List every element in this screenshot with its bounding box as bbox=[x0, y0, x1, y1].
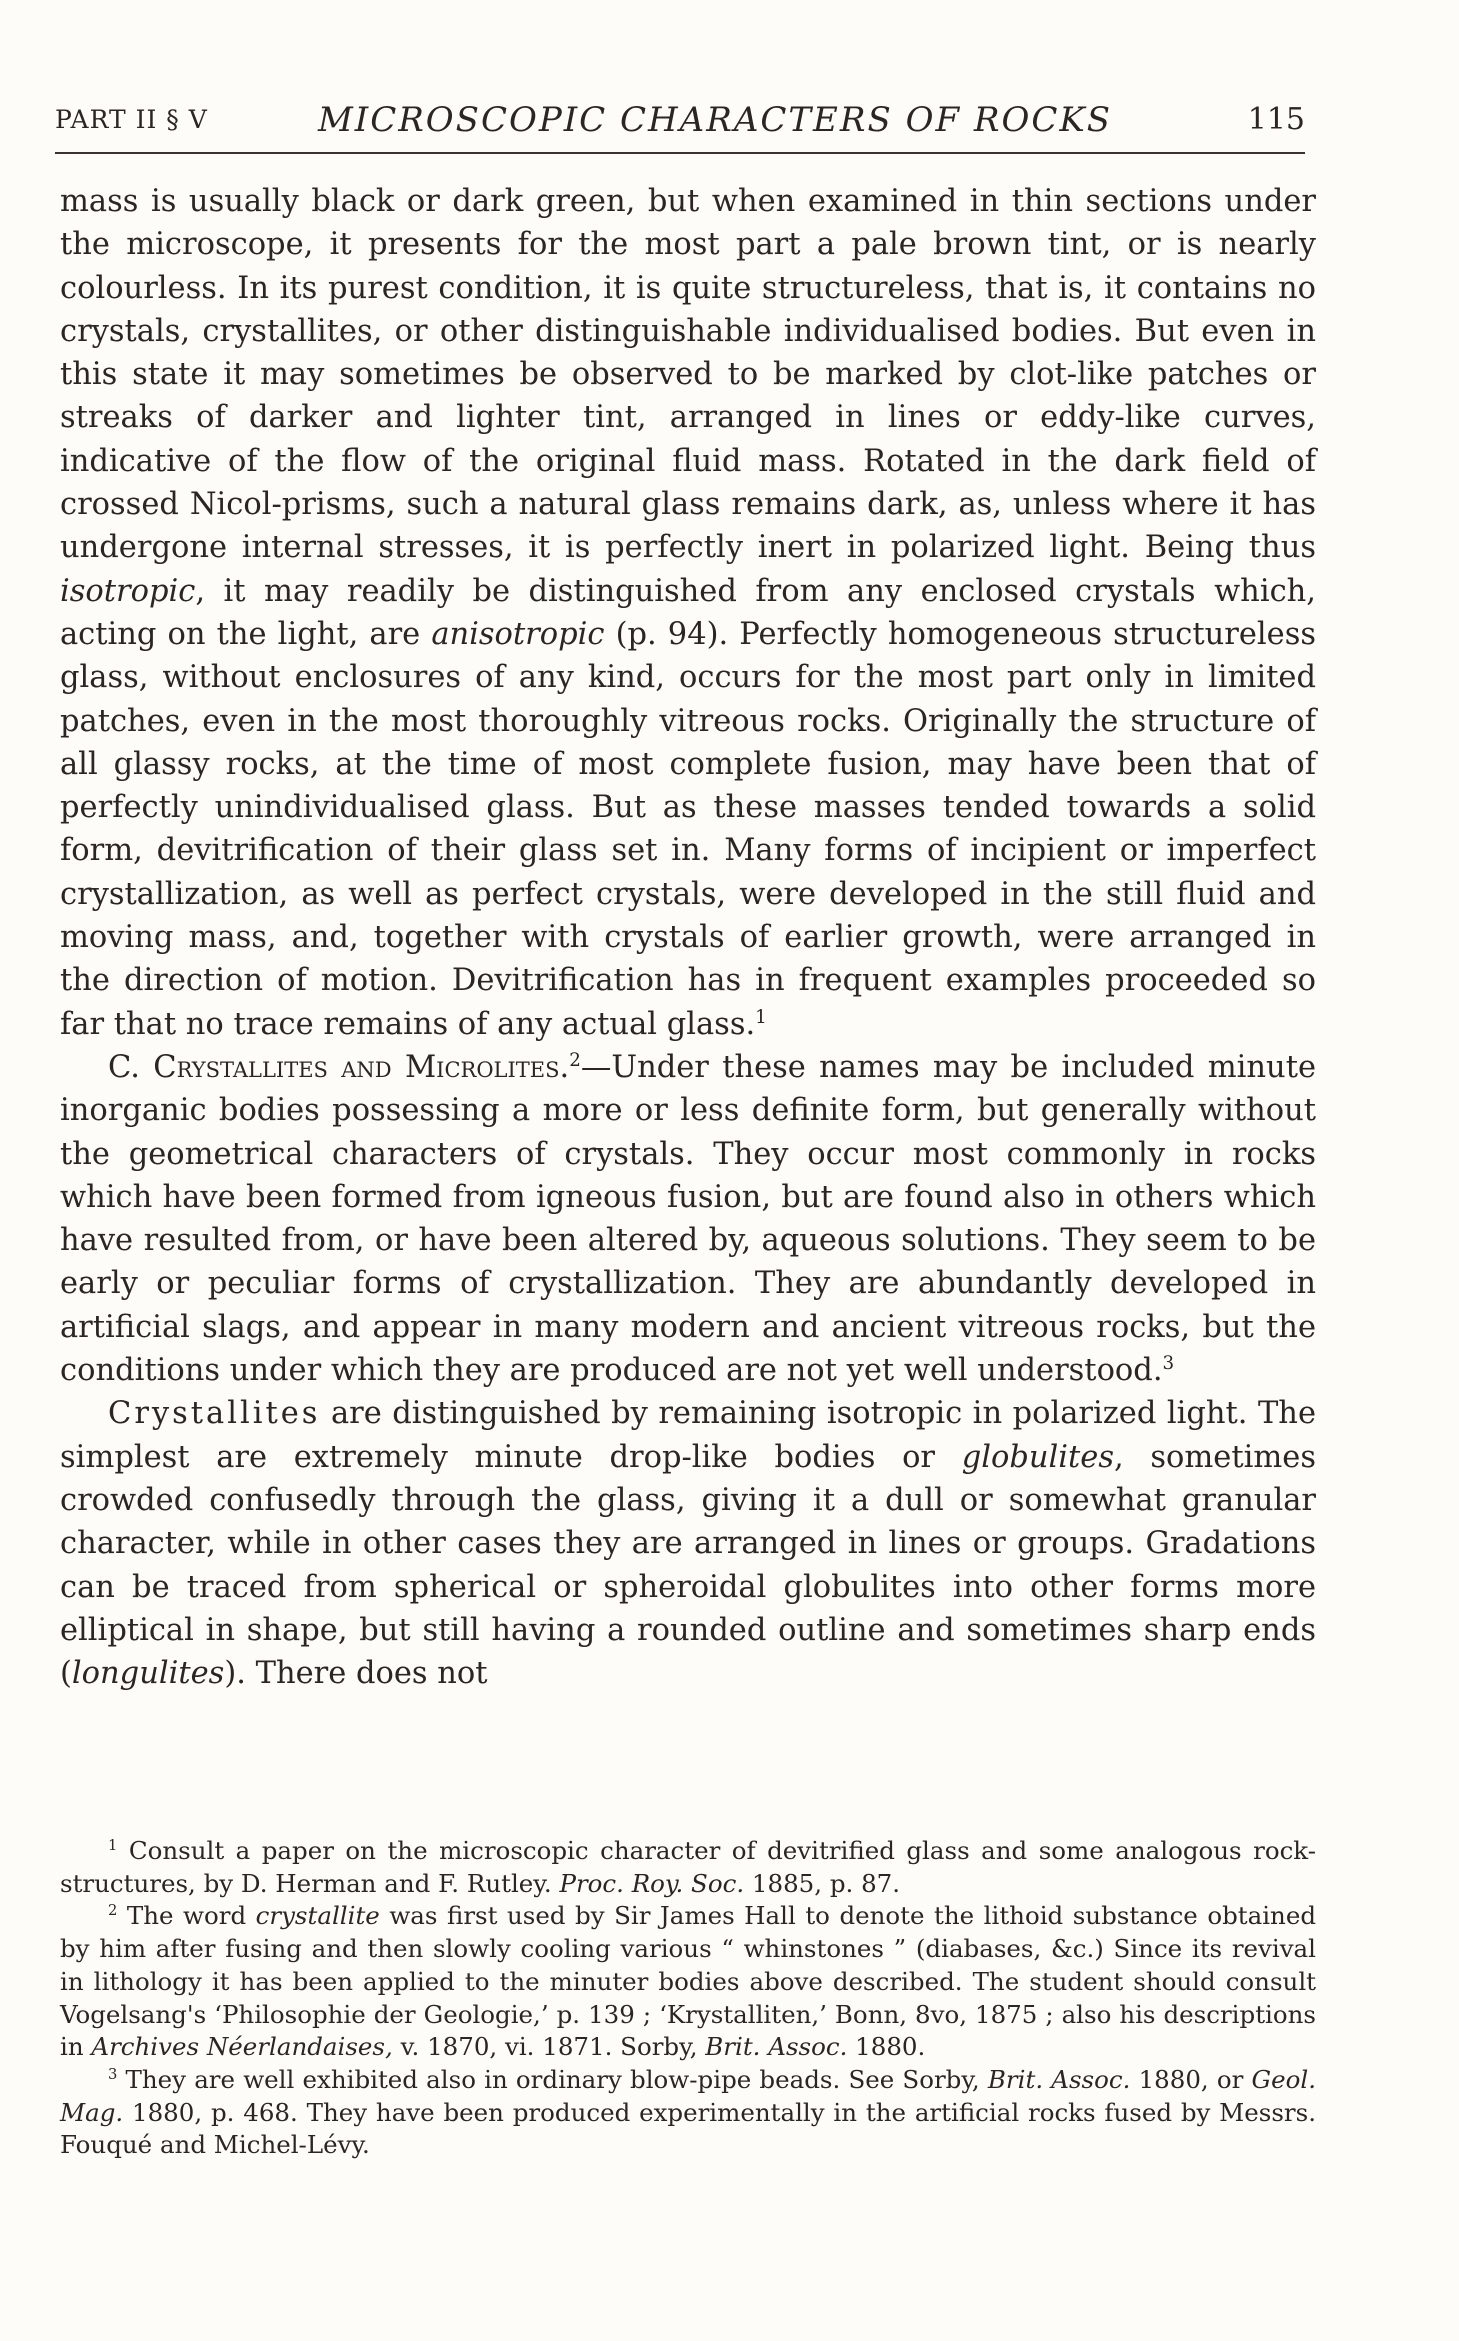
paragraph-glass-structure bbox=[60, 180, 1316, 1046]
footnote-2 bbox=[60, 1900, 1316, 2064]
citation-title: Geol. Mag. bbox=[60, 2064, 1316, 2127]
section-heading-c: C. Crystallites and Microlites. bbox=[108, 1049, 570, 1085]
term-crystallites: Crystallites bbox=[108, 1396, 321, 1432]
term-globulites: globulites bbox=[961, 1439, 1114, 1475]
term-longulites: longulites bbox=[71, 1656, 225, 1692]
text-run: —Under these names may be included minute inorganic bodies possessing a more or less definite form, but generally without the geometrical characters of crystals. They occur most commonly in rocks which have been formed from igneous fusion, but are found also in others which have resulted from, or have been altered by, aqueous solutions. They seem to be early or peculiar forms of crystallization. They are abundantly developed in artificial slags, and appear in many modern and ancient vitreous rocks, but the conditions under which they are produced are not yet well understood. bbox=[60, 1049, 1317, 1389]
text-run: mass is usually black or dark green, but when examined in thin sections under the microscope, it presents for the most part a pale brown tint, or is nearly colourless. In its purest condition, it is quite structureless, that is, it contains no crystals, crystallites, or other distinguishable individualised bodies. But even in this state it may sometimes be observed to be marked by clot-like patches or streaks of darker and lighter tint, arranged in lines or eddy-like curves, indicative of the flow of the original fluid mass. Rotated in the dark field of crossed Nicol-prisms, such a natural glass remains dark, as, unless where it has undergone internal stresses, it is perfectly inert in polarized light. Being thus bbox=[60, 184, 1316, 566]
part-section-label: PART II § V bbox=[55, 105, 208, 134]
footnote-number: 2 bbox=[108, 1902, 118, 1920]
footnote-number: 1 bbox=[108, 1836, 118, 1854]
term-isotropic: isotropic bbox=[60, 573, 196, 609]
text-run: ). There does not bbox=[224, 1656, 488, 1692]
term-anisotropic: anisotropic bbox=[431, 616, 605, 652]
text-run: They are well exhibited also in ordinary blow-pipe beads. See Sorby, bbox=[117, 2064, 988, 2094]
footnote-ref-2: 2 bbox=[569, 1049, 581, 1071]
main-text bbox=[60, 180, 1316, 1695]
text-run: was first used by Sir James Hall to denote the lithoid substance obtained by him after fusing and then slowly cooling various “ whinstones ” (diabases, &c.) Since its revival in lithology it has been applied to the minuter bodies above described. The student should consult Vogelsang's ‘Philosophie der Geologie,’ p. 139 ; ‘Krystalliten,’ Bonn, 8vo, 1875 ; also his descriptions in bbox=[60, 1901, 1316, 2062]
text-run: 1880, p. 468. They have been produced experimentally in the artificial rocks fused by Messrs. Fouqué and Michel-Lévy. bbox=[60, 2097, 1316, 2160]
text-run: , sometimes crowded confusedly through the glass, giving it a dull or somewhat granular character, while in other cases they are arranged in lines or groups. Gradations can be traced from spherical or spheroidal globulites into other forms more elliptical in shape, but still having a rounded outline and sometimes sharp ends ( bbox=[60, 1439, 1316, 1692]
citation-title: Archives Néerlandaises, bbox=[91, 2032, 393, 2062]
text-run: v. 1870, vi. 1871. Sorby, bbox=[392, 2032, 706, 2062]
text-run: (p. 94). Perfectly homogeneous structureless glass, without enclosures of any kind, occurs for the most part only in limited patches, even in the most thoroughly vitreous rocks. Originally the structure of all glassy rocks, at the time of most complete fusion, may have been that of perfectly unindividualised glass. But as these masses tended towards a solid form, devitrification of their glass set in. Many forms of incipient or imperfect crystallization, as well as perfect crystals, were developed in the still fluid and moving mass, and, together with crystals of earlier growth, were arranged in the direction of motion. Devitrification has in frequent examples proceeded so far that no trace remains of any actual glass. bbox=[60, 616, 1316, 1042]
footnotes bbox=[60, 1835, 1316, 2162]
footnote-3 bbox=[60, 2064, 1316, 2162]
text-run: , it may readily be distinguished from any enclosed crystals which, acting on the light, are bbox=[60, 573, 1316, 652]
text-run: The word bbox=[117, 1901, 256, 1931]
footnote-1 bbox=[60, 1835, 1316, 1900]
text-run: are distinguished by remaining isotropic in polarized light. The simplest are extremely minute drop-like bodies or bbox=[60, 1396, 1316, 1475]
term-crystallite: crystallite bbox=[255, 1901, 380, 1931]
footnote-number: 3 bbox=[108, 2065, 118, 2083]
citation-title: Proc. Roy. Soc. bbox=[559, 1868, 745, 1898]
text-run: Consult a paper on the microscopic character of devitrified glass and some analogous rock-structures, by D. Herman and F. Rutley. bbox=[60, 1836, 1316, 1898]
text-run: 1880, or bbox=[1130, 2064, 1252, 2094]
text-run: 1880. bbox=[847, 2032, 926, 2062]
paragraph-crystallites-microlites bbox=[60, 1046, 1316, 1392]
footnote-ref-1: 1 bbox=[755, 1006, 767, 1028]
footnote-ref-3: 3 bbox=[1162, 1352, 1175, 1374]
running-header bbox=[55, 100, 1305, 154]
text-run: 1885, p. 87. bbox=[744, 1868, 901, 1898]
citation-title: Brit. Assoc. bbox=[705, 2032, 848, 2062]
citation-title: Brit. Assoc. bbox=[987, 2064, 1131, 2094]
page-number: 115 bbox=[1247, 102, 1305, 137]
paragraph-crystallites bbox=[60, 1392, 1316, 1695]
chapter-title: MICROSCOPIC CHARACTERS OF ROCKS bbox=[317, 100, 1113, 140]
